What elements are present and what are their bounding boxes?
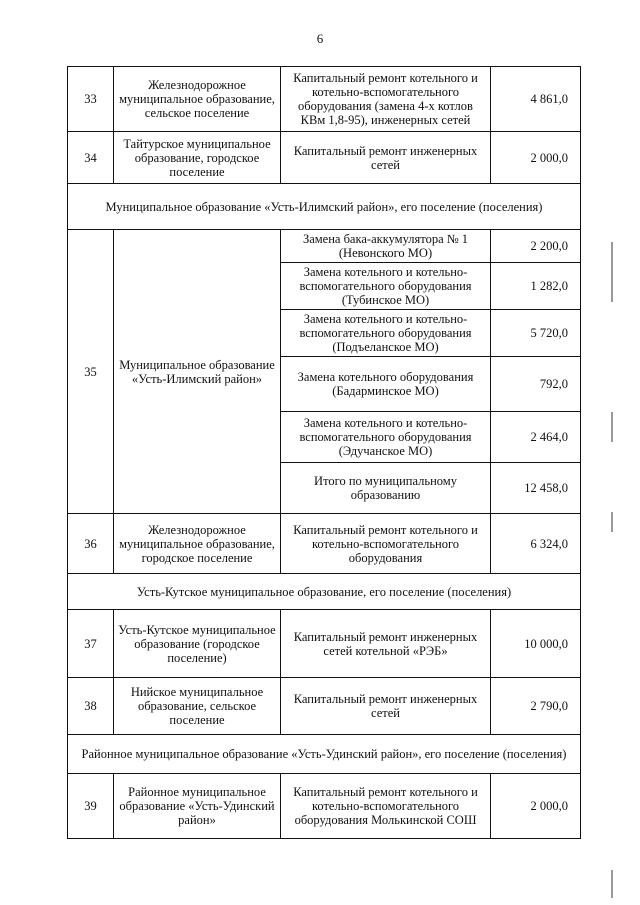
amount-cell: 10 000,0 (491, 610, 581, 678)
work-cell: Капитальный ремонт инженерных сетей (281, 132, 491, 184)
table-row (68, 678, 581, 735)
amount-cell: 1 282,0 (491, 263, 581, 310)
amount-cell: 2 000,0 (491, 132, 581, 184)
municipality-cell: Железнодорожное муниципальное образование, городское поселение (114, 514, 281, 574)
amount-cell: 2 790,0 (491, 678, 581, 735)
table-row (68, 774, 581, 839)
amount-cell: 6 324,0 (491, 514, 581, 574)
work-cell: Замена котельного и котельно-вспомогательного оборудования (Подъеланское МО) (281, 310, 491, 357)
scan-artifact-mark (611, 512, 613, 532)
amount-cell: 2 464,0 (491, 412, 581, 463)
work-cell: Капитальный ремонт котельного и котельно-вспомогательного оборудования Молькинской СОШ (281, 774, 491, 839)
table-row (68, 230, 581, 263)
work-cell: Капитальный ремонт инженерных сетей котельной «РЭБ» (281, 610, 491, 678)
row-number: 34 (68, 132, 114, 184)
municipality-cell: Нийское муниципальное образование, сельское поселение (114, 678, 281, 735)
page-number: 6 (316, 31, 324, 46)
subtotal-label: Итого по муниципальному образованию (281, 463, 491, 514)
scan-artifact-mark (611, 412, 613, 442)
table-row (68, 67, 581, 132)
row-number: 37 (68, 610, 114, 678)
section-heading: Усть-Кутское муниципальное образование, его поселение (поселения) (68, 574, 581, 610)
work-cell: Капитальный ремонт котельного и котельно-вспомогательного оборудования (281, 514, 491, 574)
row-number: 35 (68, 230, 114, 514)
municipality-cell: Районное муниципальное образование «Усть-Удинский район» (114, 774, 281, 839)
row-number: 33 (68, 67, 114, 132)
municipality-cell: Железнодорожное муниципальное образование, сельское поселение (114, 67, 281, 132)
work-cell: Замена бака-аккумулятора № 1 (Невонского МО) (281, 230, 491, 263)
funding-table (67, 66, 581, 839)
section-header-row (68, 574, 581, 610)
amount-cell: 792,0 (491, 357, 581, 412)
section-heading: Муниципальное образование «Усть-Илимский район», его поселение (поселения) (68, 184, 581, 230)
amount-cell: 2 200,0 (491, 230, 581, 263)
table-row (68, 610, 581, 678)
table-row (68, 132, 581, 184)
municipality-cell: Муниципальное образование «Усть-Илимский район» (114, 230, 281, 514)
work-cell: Замена котельного и котельно-вспомогательного оборудования (Эдучанское МО) (281, 412, 491, 463)
section-header-row (68, 735, 581, 774)
section-heading: Районное муниципальное образование «Усть-Удинский район», его поселение (поселения) (68, 735, 581, 774)
municipality-cell: Тайтурское муниципальное образование, городское поселение (114, 132, 281, 184)
municipality-cell: Усть-Кутское муниципальное образование (городское поселение) (114, 610, 281, 678)
row-number: 36 (68, 514, 114, 574)
amount-cell: 4 861,0 (491, 67, 581, 132)
amount-cell: 5 720,0 (491, 310, 581, 357)
row-number: 39 (68, 774, 114, 839)
subtotal-amount: 12 458,0 (491, 463, 581, 514)
work-cell: Капитальный ремонт инженерных сетей (281, 678, 491, 735)
amount-cell: 2 000,0 (491, 774, 581, 839)
work-cell: Замена котельного и котельно-вспомогательного оборудования (Тубинское МО) (281, 263, 491, 310)
row-number: 38 (68, 678, 114, 735)
section-header-row (68, 184, 581, 230)
table-row (68, 514, 581, 574)
work-cell: Капитальный ремонт котельного и котельно-вспомогательного оборудования (замена 4-х котлов КВм 1,8-95), инженерных сетей (281, 67, 491, 132)
scan-artifact-mark (611, 870, 613, 898)
scan-artifact-mark (611, 242, 613, 302)
work-cell: Замена котельного оборудования (Бадарминское МО) (281, 357, 491, 412)
